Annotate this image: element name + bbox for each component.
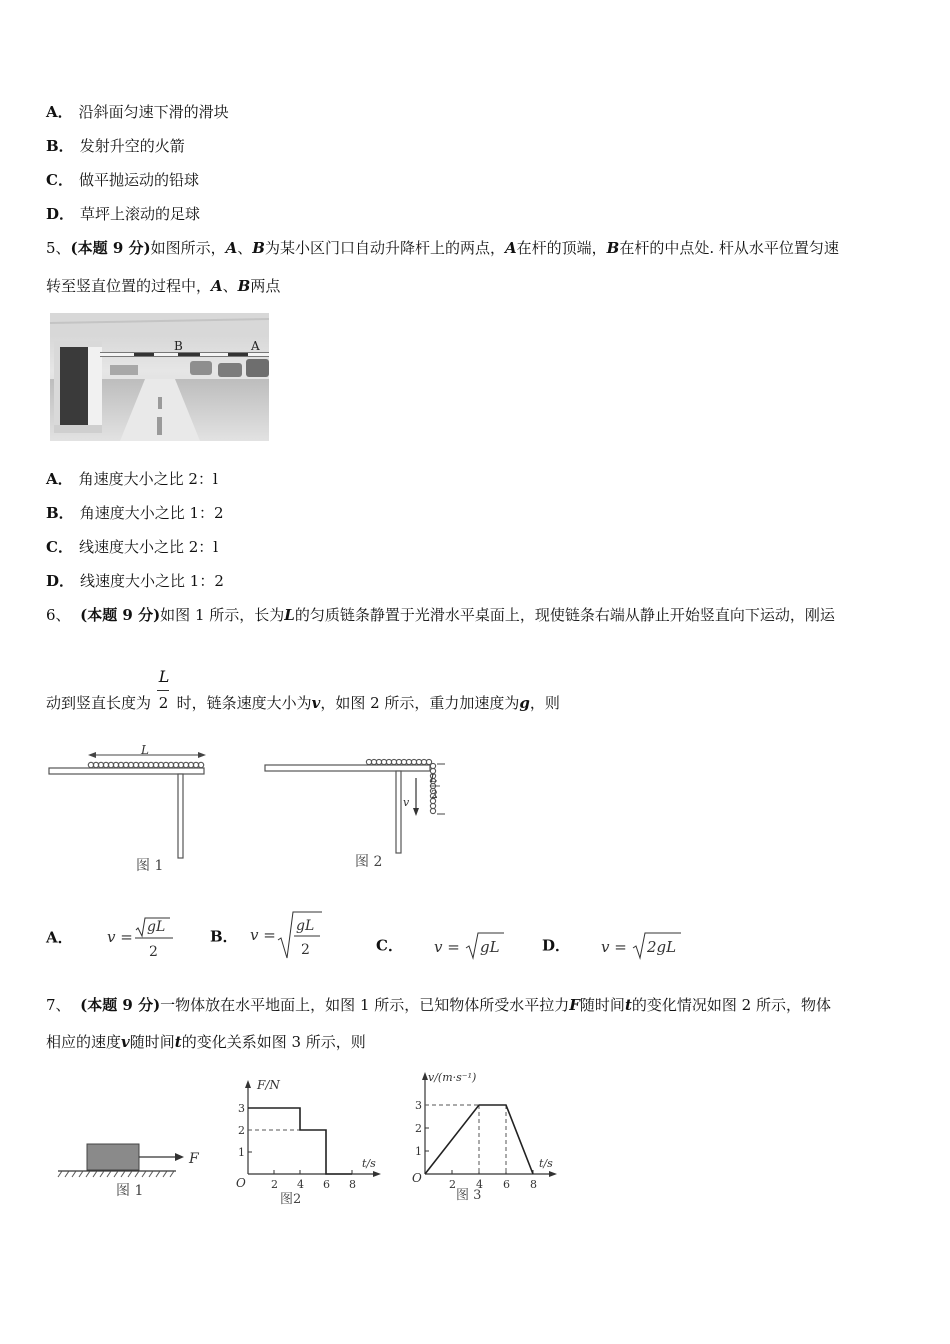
q7-stem-line2: 相应的速度v随时间t的变化关系如图 3 所示，则 [46, 1033, 366, 1051]
photo-label-a: A [251, 339, 260, 353]
svg-text:gL: gL [296, 918, 315, 934]
q4-option-c: C． 做平抛运动的铅球 [46, 171, 199, 189]
y-tick-label: 1 [238, 1146, 245, 1159]
q5-stem-line1: 5、(本题 9 分)如图所示，A、B为某小区门口自动升降杆上的两点，A在杆的顶端，B在杆的中点处. 杆从水平位置匀速 [46, 239, 839, 257]
svg-text:L: L [430, 772, 438, 785]
q4-option-d: D． 草坪上滚动的足球 [46, 205, 201, 223]
x-tick-label: 6 [503, 1178, 510, 1191]
q5-option-b: B． 角速度大小之比 1：2 [46, 504, 224, 522]
q4-option-b: B． 发射升空的火箭 [46, 137, 185, 155]
x-tick-label: 4 [297, 1178, 304, 1191]
q6-figure-1 [46, 745, 216, 880]
q5-option-c: C． 线速度大小之比 2：l [46, 538, 219, 556]
svg-text:v =: v = [250, 926, 277, 944]
q5-option-a: A． 角速度大小之比 2：l [46, 470, 218, 488]
y-tick-label: 3 [415, 1099, 422, 1112]
q6-figure-2 [262, 752, 447, 877]
x-axis-label: t/s [539, 1157, 553, 1170]
q6-stem-line2: 动到竖直长度为 $\frac{L}{2}$ 时，链条速度大小为v，如图 2 所示，重力加速度为g，则 [46, 667, 560, 712]
y-axis-label: v/(m·s⁻¹) [428, 1071, 477, 1084]
q6-option-c: C． v = gL [376, 928, 518, 962]
q6-option-a: A． v = gL 2 [46, 912, 157, 962]
x-tick-label: 2 [449, 1178, 456, 1191]
origin-label: O [412, 1171, 422, 1185]
svg-text:2: 2 [301, 942, 311, 958]
svg-text:v: v [403, 796, 410, 809]
x-tick-label: 6 [323, 1178, 330, 1191]
q7-stem-line1: 7、 (本题 9 分)一物体放在水平地面上，如图 1 所示，已知物体所受水平拉力F随时间t的变化情况如图 2 所示，物体 [46, 996, 831, 1014]
chart-caption: 图 3 [456, 1188, 482, 1203]
svg-text:2: 2 [149, 944, 159, 960]
svg-text:L: L [141, 743, 149, 757]
q6-option-d: D． v = 2gL [542, 928, 695, 962]
svg-text:2gL: 2gL [646, 938, 676, 956]
series-line [248, 1108, 352, 1174]
y-tick-label: 2 [238, 1124, 245, 1137]
q7-figure-1 [56, 1138, 206, 1202]
svg-text:gL: gL [479, 938, 500, 956]
x-tick-label: 8 [349, 1178, 356, 1191]
svg-text:F: F [189, 1151, 199, 1167]
q7-chart-v-t [396, 1066, 566, 1208]
q6-fraction: $\frac{L}{2}$ [158, 667, 170, 712]
q7-chart-f-t [228, 1072, 388, 1208]
q6-stem-line1: 6、 (本题 9 分)如图 1 所示，长为L的匀质链条静置于光滑水平桌面上，现使链条右端从静止开始竖直向下运动，刚运 [46, 606, 835, 624]
svg-text:v =: v = [107, 928, 134, 946]
y-tick-label: 3 [238, 1102, 245, 1115]
origin-label: O [236, 1176, 246, 1190]
svg-text:gL: gL [147, 919, 166, 935]
y-axis-label: F/N [257, 1078, 280, 1092]
photo-label-b: B [174, 339, 183, 353]
q5-stem-line2: 转至竖直位置的过程中，A、B两点 [46, 277, 281, 295]
y-tick-label: 1 [415, 1145, 422, 1158]
q6-option-b: B． v = gL 2 [210, 908, 332, 964]
q5-option-d: D． 线速度大小之比 1：2 [46, 572, 224, 590]
svg-text:v =: v = [600, 938, 627, 956]
svg-text:图 1: 图 1 [116, 1183, 144, 1199]
svg-text:图 2: 图 2 [355, 854, 383, 870]
q4-option-a: A． 沿斜面匀速下滑的滑块 [46, 103, 229, 121]
svg-text:2: 2 [431, 788, 438, 801]
x-axis-label: t/s [362, 1157, 376, 1170]
q5-barrier-photo [50, 313, 269, 441]
svg-text:图 1: 图 1 [136, 858, 164, 874]
x-tick-label: 2 [271, 1178, 278, 1191]
y-tick-label: 2 [415, 1122, 422, 1135]
svg-text:v =: v = [433, 938, 460, 956]
chart-caption: 图2 [280, 1192, 302, 1207]
x-tick-label: 4 [476, 1178, 483, 1191]
x-tick-label: 8 [530, 1178, 537, 1191]
